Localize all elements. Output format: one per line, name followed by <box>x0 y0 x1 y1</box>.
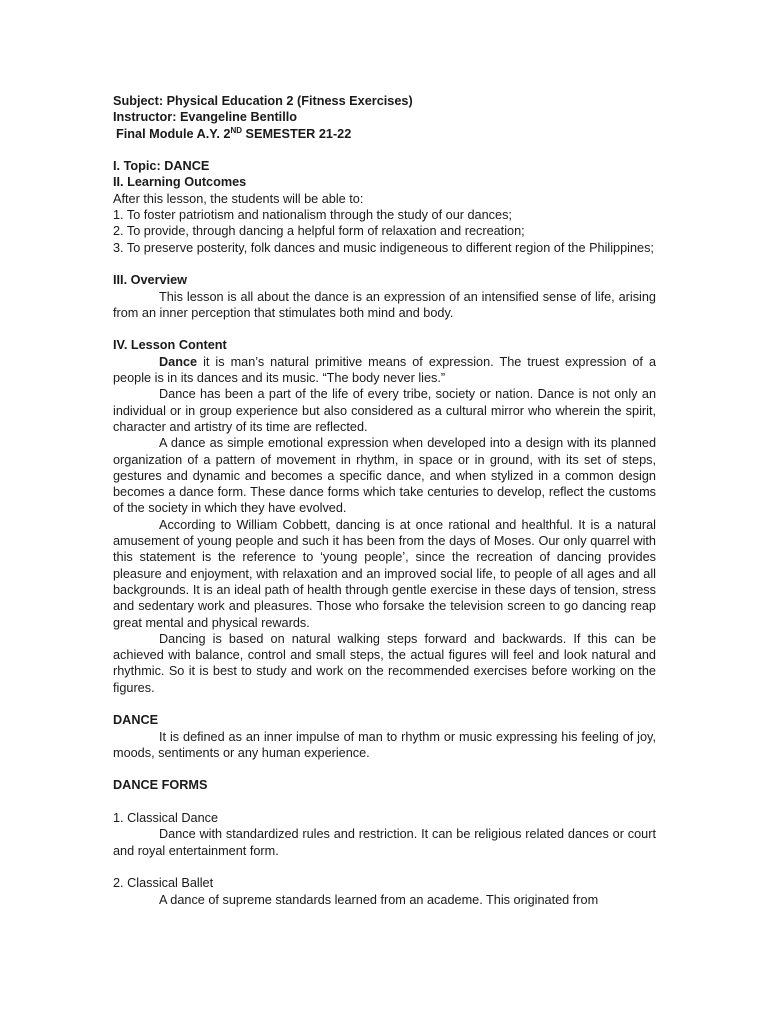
module-superscript: ND <box>230 125 242 135</box>
module-suffix: SEMESTER 21-22 <box>242 126 352 141</box>
spacer <box>113 142 656 158</box>
overview-heading: III. Overview <box>113 273 188 288</box>
dance-heading: DANCE <box>113 713 159 728</box>
content-paragraph-2: Dance has been a part of the life of every tribe, society or nation. Dance is not only an individual or in group experience but also considered as a cultural mirror who wherein the spirit, character and artistry of its time are reflected. <box>113 387 656 434</box>
content-paragraph-1-text: it is man’s natural primitive means of expression. The truest expression of a people is in its dances and its music. “The body never lies.” <box>113 354 656 386</box>
dance-forms-heading: DANCE FORMS <box>113 778 208 793</box>
outcomes-heading: II. Learning Outcomes <box>113 175 247 190</box>
spacer <box>113 321 656 337</box>
dance-form-text-1: Dance with standardized rules and restriction. It can be religious related dances or court and royal entertainment form. <box>113 827 656 858</box>
instructor-line: Instructor: Evangeline Bentillo <box>113 110 297 125</box>
spacer <box>113 761 656 777</box>
dance-term: Dance <box>159 354 198 369</box>
dance-definition: It is defined as an inner impulse of man to rhythm or music expressing his feeling of joy, moods, sentiments or any human experience. <box>113 729 656 760</box>
overview-text: This lesson is all about the dance is an expression of an intensified sense of life, arising from an inner perception that stimulates both mind and body. <box>113 289 656 320</box>
outcome-item-1: 1. To foster patriotism and nationalism through the study of our dances; <box>113 208 512 223</box>
spacer <box>113 696 656 712</box>
outcome-item-3: 3. To preserve posterity, folk dances and music indigeneous to different region of the Philippines; <box>113 240 654 255</box>
dance-form-title-2: 2. Classical Ballet <box>113 876 214 891</box>
content-paragraph-1 <box>113 354 656 387</box>
spacer <box>113 859 656 875</box>
module-prefix: Final Module A.Y. 2 <box>116 126 231 141</box>
topic-heading: I. Topic: DANCE <box>113 159 210 174</box>
dance-form-text-2: A dance of supreme standards learned from an academe. This originated from <box>159 892 599 907</box>
lesson-content-heading: IV. Lesson Content <box>113 338 227 353</box>
outcome-item-2: 2. To provide, through dancing a helpful form of relaxation and recreation; <box>113 224 525 239</box>
content-paragraph-5: Dancing is based on natural walking steps forward and backwards. If this can be achieved with balance, control and small steps, the actual figures will feel and look natural and rhythmic. So it is best to study and work on the recommended exercises before working on the figures. <box>113 631 656 695</box>
outcomes-intro: After this lesson, the students will be able to: <box>113 191 364 206</box>
content-paragraph-3: A dance as simple emotional expression when developed into a design with its planned organization of a pattern of movement in rhythm, in space or in ground, with its set of steps, gestures and dynamic and becomes a specific dance, and when stylized in a common design becomes a dance form. These dance forms which take centuries to develop, reflect the customs of the society in which they have evolved. <box>113 436 656 516</box>
spacer <box>113 256 656 272</box>
spacer <box>113 794 656 810</box>
content-paragraph-4: According to William Cobbett, dancing is at once rational and healthful. It is a natural amusement of young people and such it has been from the days of Moses. Our only quarrel with this statement is the reference to ‘young people’, since the recreation of dancing provides pleasure and enjoyment, with relaxation and an improved social life, to people of all ages and all backgrounds. It is an ideal path of health through gentle exercise in these days of tension, stress and sedentary work and pleasures. Those who forsake the television screen to go dancing reap great mental and physical rewards. <box>113 517 656 630</box>
subject-line: Subject: Physical Education 2 (Fitness Exercises) <box>113 94 413 108</box>
dance-form-title-1: 1. Classical Dance <box>113 811 219 826</box>
module-line <box>116 126 656 142</box>
document-page <box>113 93 656 908</box>
